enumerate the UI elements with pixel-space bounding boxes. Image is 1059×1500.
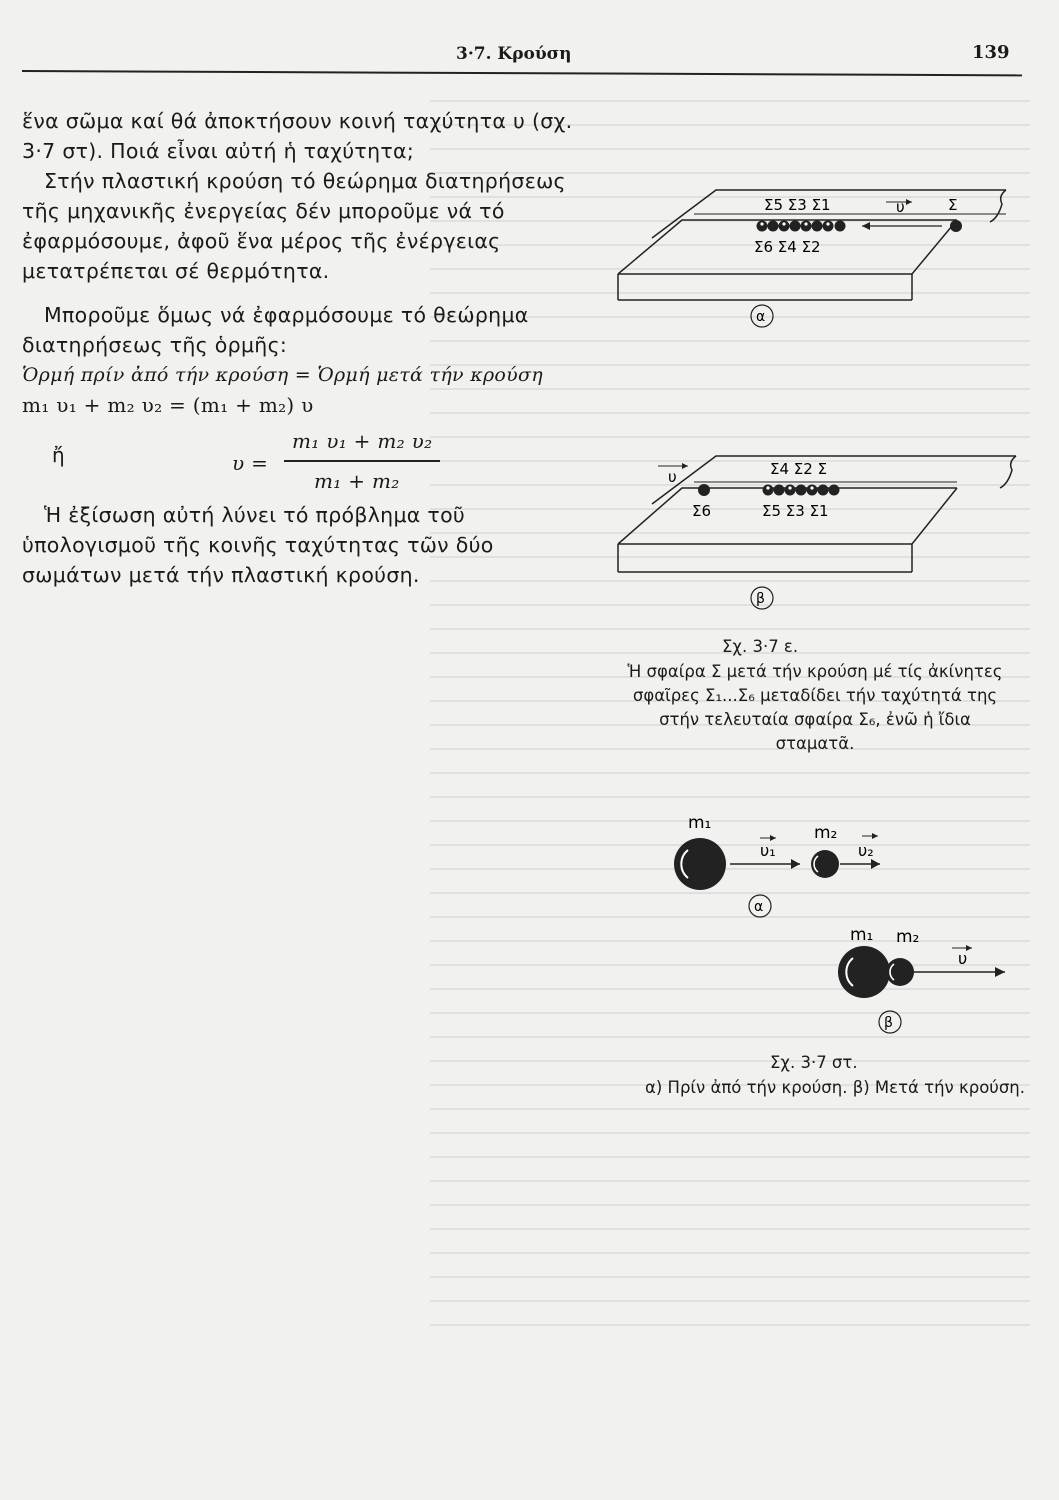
- fig-st-label-a: α: [754, 899, 764, 915]
- fraction-bar: [284, 460, 440, 462]
- fig-st-b-m2: m₂: [896, 927, 920, 947]
- equation-2: [22, 426, 592, 500]
- fig-st-b-velocity: υ: [958, 949, 968, 968]
- fig-e-a-upper-labels: Σ5 Σ3 Σ1: [764, 196, 831, 214]
- fig-e-a-lower-labels: Σ6 Σ4 Σ2: [754, 238, 821, 256]
- equation-2-lhs: υ =: [232, 451, 269, 475]
- fig-st-label-b: β: [884, 1015, 893, 1031]
- figure-3-7st: [650, 800, 1040, 1050]
- fig-e-label-a: α: [756, 309, 766, 325]
- figure-3-7e-a: [612, 180, 1032, 340]
- figure-3-7e-b: [612, 448, 1042, 616]
- equation-2-numerator: m₁ υ₁ + m₂ υ₂: [292, 429, 433, 453]
- paragraph-1: ἕνα σῶμα καί θά ἀποκτήσουν κοινή ταχύτητα υ (σχ. 3·7 στ). Ποιά εἶναι αὐτή ἡ ταχύτητα;: [22, 109, 573, 163]
- fig-e-b-upper-labels: Σ4 Σ2 Σ: [770, 460, 828, 478]
- fig-st-v2: υ₂: [858, 841, 874, 860]
- paragraph-4: Ἡ ἐξίσωση αὐτή λύνει τό πρόβλημα τοῦ ὑπολογισμοῦ τῆς κοινῆς ταχύτητας τῶν δύο σωμάτων μετά τήν πλαστική κρούση.: [22, 503, 494, 587]
- momentum-statement: Ὁρμή πρίν ἀπό τήν κρούση = Ὁρμή μετά τήν κρούση: [22, 364, 543, 386]
- fig-e-b-sigma6: Σ6: [692, 502, 712, 520]
- fig-e-caption-title: Σχ. 3·7 ε.: [722, 637, 799, 656]
- fig-st-caption-title: Σχ. 3·7 στ.: [770, 1053, 858, 1072]
- running-head: 3·7. Κρούση: [456, 44, 572, 64]
- fig-st-b-m1: m₁: [850, 925, 874, 945]
- fig-e-a-velocity: υ: [896, 198, 905, 216]
- fig-st-m1: m₁: [688, 813, 712, 833]
- fig-e-b-lower-labels: Σ5 Σ3 Σ1: [762, 502, 829, 520]
- fig-st-v1: υ₁: [760, 841, 776, 860]
- page-number: 139: [972, 42, 1010, 63]
- equation-2-denominator: m₁ + m₂: [314, 469, 400, 493]
- paragraph-2: Στήν πλαστική κρούση τό θεώρημα διατηρήσεως τῆς μηχανικῆς ἐνεργείας δέν μποροῦμε νά τό ἐφαρμόσουμε, ἀφοῦ ἕνα μέρος τῆς ἐνέργειας μετατρέπεται σέ θερμότητα.: [22, 169, 566, 283]
- fig-e-caption-text: Ἡ σφαίρα Σ μετά τήν κρούση μέ τίς ἀκίνητες σφαῖρες Σ₁...Σ₆ μεταδίδει τήν ταχύτητά της στήν τελευταία σφαίρα Σ₆, ἐνῶ ἡ ἴδια σταματᾶ.: [627, 662, 1003, 753]
- fig-e-label-b: β: [756, 591, 765, 607]
- fig-e-a-sigma: Σ: [948, 196, 958, 214]
- fig-st-caption-text: α) Πρίν ἀπό τήν κρούση. β) Μετά τήν κρούση.: [644, 1078, 1025, 1097]
- equation-1: m₁ υ₁ + m₂ υ₂ = (m₁ + m₂) υ: [22, 393, 314, 417]
- fig-e-b-velocity: υ: [668, 468, 677, 486]
- body-text: [22, 106, 592, 590]
- or-word: ἤ: [52, 443, 65, 467]
- paragraph-3: Μποροῦμε ὅμως νά ἐφαρμόσουμε τό θεώρημα διατηρήσεως τῆς ὁρμῆς:: [22, 303, 529, 357]
- fig-st-m2: m₂: [814, 823, 838, 843]
- header-rule: [22, 70, 1022, 76]
